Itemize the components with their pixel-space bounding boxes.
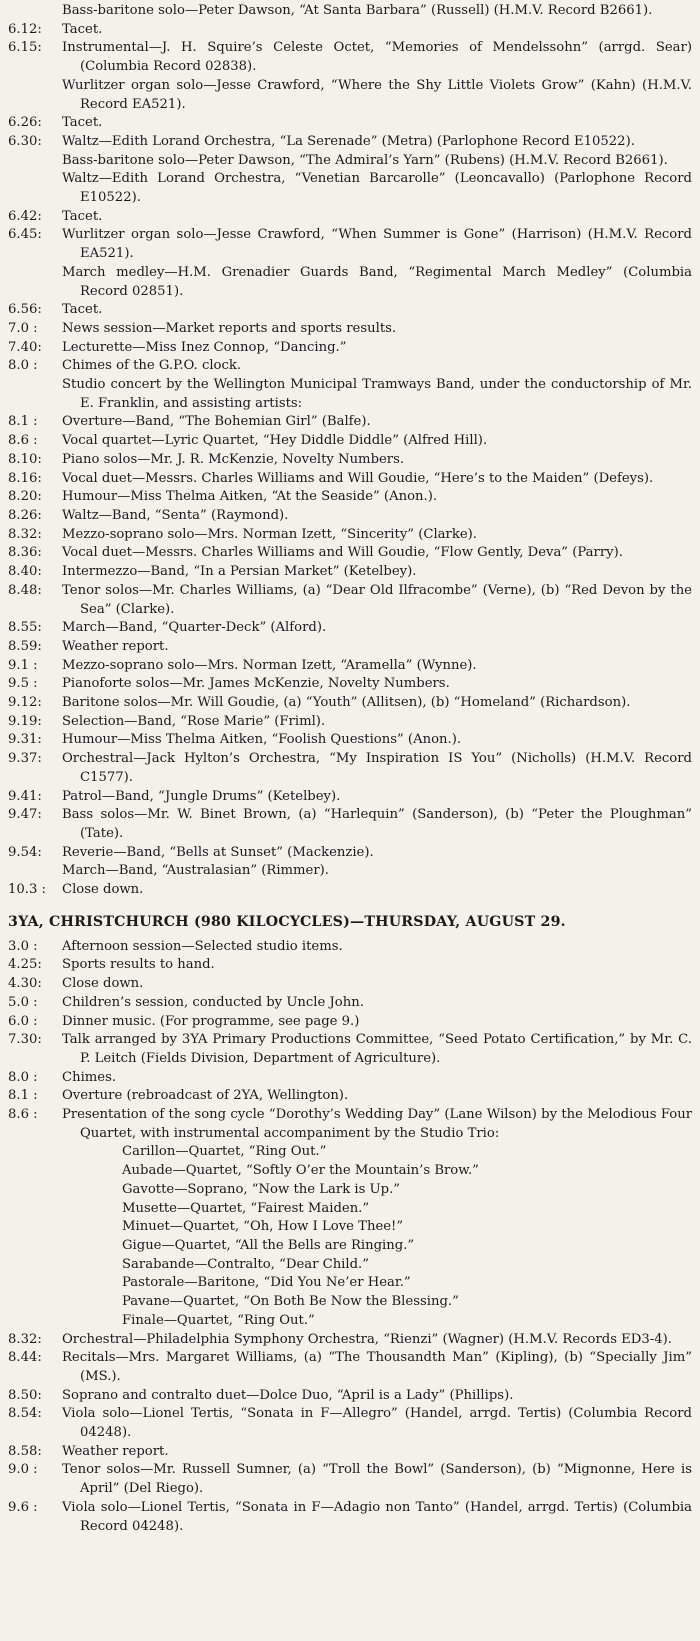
entry-time: 8.1 : <box>8 414 38 430</box>
entry-text: Humour—Miss Thelma Aitken, “Foolish Questions” (Anon.). <box>62 732 462 748</box>
entry-text: Baritone solos—Mr. Will Goudie, (a) “Youth” (Allitsen), (b) “Homeland” (Richardson). <box>62 695 631 711</box>
programme-entry <box>0 208 700 227</box>
programme-entry <box>0 1405 700 1442</box>
entry-time: 8.1 : <box>8 1088 38 1104</box>
programme-entry <box>0 713 700 732</box>
entry-text: Weather report. <box>62 638 169 654</box>
programme-entry <box>0 750 700 787</box>
entry-time: 8.54: <box>8 1406 42 1422</box>
entry-time: 8.20: <box>8 489 42 505</box>
programme-entry <box>0 544 700 563</box>
entry-time: 7.30: <box>8 1032 42 1048</box>
entry-text: Humour—Miss Thelma Aitken, “At the Seaside” (Anon.). <box>62 489 438 505</box>
3ya-programme-list-continued <box>0 1331 700 1537</box>
programme-entry <box>0 862 700 881</box>
programme-entry <box>0 938 700 957</box>
programme-entry <box>0 152 700 171</box>
programme-entry <box>0 432 700 451</box>
entry-time: 6.0 : <box>8 1013 38 1029</box>
entry-text: Pianoforte solos—Mr. James McKenzie, Novelty Numbers. <box>62 676 450 692</box>
programme-entry <box>0 507 700 526</box>
entry-text: Waltz—Edith Lorand Orchestra, “Venetian Barcarolle” (Leoncavallo) (Parlophone Record E10522). <box>62 171 692 206</box>
entry-time: 9.31: <box>8 732 42 748</box>
entry-text: Chimes. <box>62 1069 117 1085</box>
entry-time: 7.40: <box>8 339 42 355</box>
song-cycle-list <box>0 1143 700 1330</box>
entry-text: Tenor solos—Mr. Russell Sumner, (a) “Troll the Bowl” (Sanderson), (b) “Mignonne, Here is April” (Del Riego). <box>62 1462 692 1497</box>
programme-entry <box>0 264 700 301</box>
entry-time: 9.47: <box>8 807 42 823</box>
song-cycle-item: Carillon—Quartet, “Ring Out.” <box>122 1144 327 1160</box>
entry-text: Children’s session, conducted by Uncle John. <box>62 994 364 1010</box>
entry-text: Patrol—Band, “Jungle Drums” (Ketelbey). <box>62 788 341 804</box>
entry-text: Instrumental—J. H. Squire’s Celeste Octet, “Memories of Mendelssohn” (arrgd. Sear) (Columbia Record 02838). <box>62 40 692 75</box>
programme-entry <box>0 226 700 263</box>
entry-text: Chimes of the G.P.O. clock. <box>62 358 242 374</box>
programme-entry <box>0 133 700 152</box>
entry-text: Close down. <box>62 882 144 898</box>
entry-text: Afternoon session—Selected studio items. <box>62 938 343 954</box>
entry-time: 8.6 : <box>8 1107 38 1123</box>
programme-entry <box>0 657 700 676</box>
programme-entry <box>0 881 700 900</box>
programme-entry <box>0 1106 700 1143</box>
programme-entry <box>0 1069 700 1088</box>
entry-text: Bass solos—Mr. W. Binet Brown, (a) “Harlequin” (Sanderson), (b) “Peter the Ploughman” (Tate). <box>62 807 692 841</box>
entry-time: 6.30: <box>8 133 42 149</box>
programme-entry <box>0 357 700 376</box>
2ya-programme-list <box>0 2 700 900</box>
entry-time: 8.58: <box>8 1443 42 1459</box>
song-cycle-item: Pavane—Quartet, “On Both Be Now the Blessing.” <box>122 1294 459 1310</box>
programme-entry <box>0 77 700 114</box>
entry-text: Waltz—Band, “Senta” (Raymond). <box>62 507 289 523</box>
programme-entry <box>0 638 700 657</box>
programme-entry <box>0 694 700 713</box>
entry-text: Selection—Band, “Rose Marie” (Friml). <box>62 713 326 729</box>
entry-text: Wurlitzer organ solo—Jesse Crawford, “When Summer is Gone” (Harrison) (H.M.V. Record EA521). <box>62 227 692 262</box>
programme-entry <box>0 320 700 339</box>
entry-text: Tacet. <box>62 302 103 318</box>
entry-time: 8.48: <box>8 582 42 598</box>
entry-time: 5.0 : <box>8 994 38 1010</box>
programme-entry <box>0 582 700 619</box>
entry-text: March medley—H.M. Grenadier Guards Band, “Regimental March Medley” (Columbia Record 02851). <box>62 264 692 299</box>
entry-time: 6.56: <box>8 302 42 318</box>
entry-text: Bass-baritone solo—Peter Dawson, “At Santa Barbara” (Russell) (H.M.V. Record B2661). <box>62 3 653 18</box>
entry-text: Soprano and contralto duet—Dolce Duo, “April is a Lady” (Phillips). <box>62 1387 514 1403</box>
programme-entry <box>0 1349 700 1386</box>
entry-time: 8.16: <box>8 470 42 486</box>
programme-entry <box>0 1461 700 1498</box>
programme-entry <box>0 675 700 694</box>
entry-text: Orchestral—Philadelphia Symphony Orchestra, “Rienzi” (Wagner) (H.M.V. Records ED3-4). <box>62 1331 672 1347</box>
programme-entry <box>0 39 700 76</box>
entry-text: Wurlitzer organ solo—Jesse Crawford, “Where the Shy Little Violets Grow” (Kahn) (H.M.V. Record EA521). <box>62 77 692 112</box>
station-heading: 3YA, CHRISTCHURCH (980 KILOCYCLES)—THURSDAY, AUGUST 29. <box>8 913 566 930</box>
song-cycle-item: Sarabande—Contralto, “Dear Child.” <box>122 1256 369 1272</box>
programme-entry <box>0 844 700 863</box>
entry-text: Tacet. <box>62 21 103 37</box>
song-cycle-item: Pastorale—Baritone, “Did You Ne’er Hear.” <box>122 1275 411 1291</box>
song-cycle-item: Finale—Quartet, “Ring Out.” <box>122 1312 315 1328</box>
song-cycle-item: Musette—Quartet, “Fairest Maiden.” <box>122 1200 370 1216</box>
entry-time: 9.12: <box>8 695 42 711</box>
song-cycle-item: Gavotte—Soprano, “Now the Lark is Up.” <box>122 1181 401 1197</box>
entry-text: Vocal duet—Messrs. Charles Williams and Will Goudie, “Here’s to the Maiden” (Defeys). <box>62 470 654 486</box>
programme-entry <box>0 994 700 1013</box>
song-cycle-item: Gigue—Quartet, “All the Bells are Ringing.” <box>122 1238 415 1253</box>
programme-entry <box>0 488 700 507</box>
entry-time: 8.0 : <box>8 1069 38 1085</box>
entry-text: Weather report. <box>62 1443 169 1459</box>
entry-time: 9.19: <box>8 713 42 729</box>
entry-text: Tenor solos—Mr. Charles Williams, (a) “Dear Old Ilfracombe” (Verne), (b) “Red Devon by the Sea” (Clarke). <box>62 582 692 617</box>
entry-time: 9.5 : <box>8 676 38 692</box>
programme-entry <box>0 451 700 470</box>
programme-entry <box>0 1031 700 1068</box>
programme-entry <box>0 1013 700 1032</box>
entry-time: 9.6 : <box>8 1499 38 1515</box>
entry-text: Tacet. <box>62 115 103 131</box>
entry-text: News session—Market reports and sports results. <box>62 320 397 336</box>
entry-text: Viola solo—Lionel Tertis, “Sonata in F—Allegro” (Handel, arrgd. Tertis) (Columbia Record 04248). <box>62 1406 692 1441</box>
programme-entry <box>0 2 700 21</box>
entry-time: 9.0 : <box>8 1462 38 1478</box>
song-cycle-item: Aubade—Quartet, “Softly O’er the Mountain’s Brow.” <box>122 1163 479 1179</box>
entry-time: 6.26: <box>8 115 42 131</box>
entry-time: 8.40: <box>8 564 42 580</box>
entry-text: Mezzo-soprano solo—Mrs. Norman Izett, “Aramella” (Wynne). <box>62 657 477 673</box>
entry-time: 8.44: <box>8 1350 42 1366</box>
entry-time: 8.0 : <box>8 358 38 374</box>
entry-text: Sports results to hand. <box>62 957 215 973</box>
entry-time: 8.36: <box>8 545 42 561</box>
entry-time: 8.50: <box>8 1387 42 1403</box>
programme-entry <box>0 339 700 358</box>
programme-entry <box>0 1443 700 1462</box>
entry-time: 6.12: <box>8 21 42 37</box>
entry-text: Lecturette—Miss Inez Connop, “Dancing.” <box>62 339 347 355</box>
entry-text: Piano solos—Mr. J. R. McKenzie, Novelty Numbers. <box>62 451 405 467</box>
entry-text: Mezzo-soprano solo—Mrs. Norman Izett, “Sincerity” (Clarke). <box>62 526 477 542</box>
programme-entry <box>0 806 700 843</box>
programme-entry <box>0 21 700 40</box>
programme-entry <box>0 170 700 207</box>
3ya-programme-list <box>0 938 700 1144</box>
entry-time: 8.32: <box>8 526 42 542</box>
programme-entry <box>0 975 700 994</box>
entry-text: Presentation of the song cycle “Dorothy’s Wedding Day” (Lane Wilson) by the Melodious Four Quartet, with instrumental accompaniment by the Studio Trio: <box>62 1107 692 1141</box>
entry-text: Vocal duet—Messrs. Charles Williams and Will Goudie, “Flow Gently, Deva” (Parry). <box>62 545 623 561</box>
entry-time: 8.55: <box>8 620 42 636</box>
entry-time: 4.25: <box>8 957 42 973</box>
entry-time: 9.54: <box>8 844 42 860</box>
entry-time: 9.1 : <box>8 657 38 673</box>
entry-time: 4.30: <box>8 976 42 992</box>
programme-entry <box>0 376 700 413</box>
programme-entry <box>0 526 700 545</box>
entry-time: 6.42: <box>8 208 42 224</box>
entry-text: March—Band, “Australasian” (Rimmer). <box>62 863 330 879</box>
entry-text: Viola solo—Lionel Tertis, “Sonata in F—Adagio non Tanto” (Handel, arrgd. Tertis) (Columbia Record 04248). <box>62 1499 692 1534</box>
entry-text: Intermezzo—Band, “In a Persian Market” (Ketelbey). <box>62 564 417 580</box>
entry-text: Recitals—Mrs. Margaret Williams, (a) “The Thousandth Man” (Kipling), (b) “Specially Jim” (MS.). <box>62 1350 692 1384</box>
programme-entry <box>0 301 700 320</box>
entry-text: Overture—Band, “The Bohemian Girl” (Balfe). <box>62 414 371 430</box>
entry-text: Tacet. <box>62 208 103 224</box>
entry-time: 7.0 : <box>8 320 38 336</box>
entry-text: Dinner music. (For programme, see page 9.) <box>62 1013 360 1029</box>
entry-text: Talk arranged by 3YA Primary Productions Committee, “Seed Potato Certification,” by Mr. C. P. Leitch (Fields Division, Department of Agriculture). <box>62 1032 692 1066</box>
entry-time: 6.45: <box>8 227 42 243</box>
programme-entry <box>0 1331 700 1350</box>
programme-entry <box>0 1499 700 1536</box>
programme-entry <box>0 1087 700 1106</box>
song-cycle-item: Minuet—Quartet, “Oh, How I Love Thee!” <box>122 1219 404 1235</box>
entry-text: Close down. <box>62 976 144 992</box>
entry-text: Studio concert by the Wellington Municipal Tramways Band, under the conductorship of Mr. E. Franklin, and assisting artists: <box>62 377 692 411</box>
programme-entry <box>0 413 700 432</box>
programme-entry <box>0 563 700 582</box>
entry-text: March—Band, “Quarter-Deck” (Alford). <box>62 620 327 636</box>
programme-entry <box>0 956 700 975</box>
programme-entry <box>0 788 700 807</box>
entry-time: 8.59: <box>8 638 42 654</box>
programme-entry <box>0 731 700 750</box>
entry-time: 9.41: <box>8 788 42 804</box>
entry-time: 9.37: <box>8 751 42 767</box>
entry-time: 3.0 : <box>8 938 38 954</box>
programme-entry <box>0 1387 700 1406</box>
entry-text: Waltz—Edith Lorand Orchestra, “La Serenade” (Metra) (Parlophone Record E10522). <box>62 133 635 149</box>
entry-text: Bass-baritone solo—Peter Dawson, “The Admiral’s Yarn” (Rubens) (H.M.V. Record B2661). <box>62 152 668 168</box>
programme-entry <box>0 470 700 489</box>
entry-time: 8.10: <box>8 451 42 467</box>
entry-time: 8.26: <box>8 507 42 523</box>
entry-text: Reverie—Band, “Bells at Sunset” (Mackenzie). <box>62 844 374 860</box>
entry-time: 6.15: <box>8 40 42 56</box>
entry-time: 8.32: <box>8 1331 42 1347</box>
entry-time: 10.3 : <box>8 882 46 898</box>
entry-text: Overture (rebroadcast of 2YA, Wellington). <box>62 1088 349 1104</box>
entry-text: Orchestral—Jack Hylton’s Orchestra, “My Inspiration IS You” (Nicholls) (H.M.V. Record C1577). <box>62 751 692 785</box>
programme-entry <box>0 114 700 133</box>
programme-entry <box>0 619 700 638</box>
entry-time: 8.6 : <box>8 433 38 449</box>
entry-text: Vocal quartet—Lyric Quartet, “Hey Diddle Diddle” (Alfred Hill). <box>62 433 488 449</box>
